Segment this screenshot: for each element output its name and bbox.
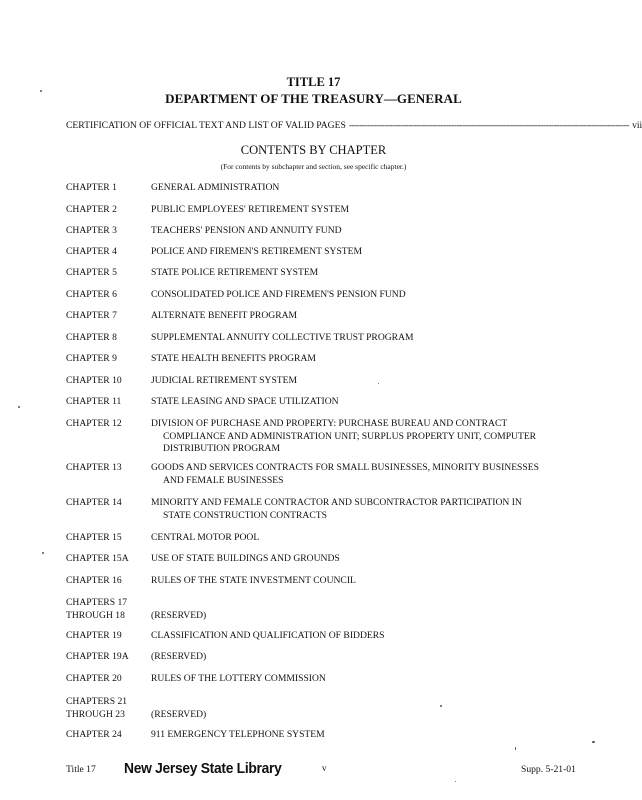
- chapter-number-line: CHAPTER 11: [66, 396, 122, 407]
- chapter-number: [66, 673, 150, 686]
- library-stamp: New Jersey State Library: [124, 760, 282, 777]
- chapter-title-line: JUDICIAL RETIREMENT SYSTEM: [151, 375, 298, 386]
- scan-speck: [378, 383, 379, 384]
- chapter-number-line: CHAPTER 19A: [66, 651, 129, 662]
- chapter-title-line: AND FEMALE BUSINESSES: [163, 474, 284, 486]
- chapter-title: [151, 289, 581, 302]
- chapter-number: [66, 462, 150, 475]
- chapter-number: [66, 332, 150, 345]
- leader-dots: --------------------------------------------------------------------------------------------------------: [348, 120, 630, 131]
- chapter-number: [66, 204, 150, 217]
- chapter-title: [151, 673, 581, 686]
- chapter-number-line: CHAPTER 13: [66, 462, 122, 473]
- chapter-number-line: CHAPTER 20: [66, 673, 122, 684]
- chapter-title-line: (RESERVED): [151, 651, 207, 662]
- chapter-title: [151, 462, 581, 487]
- chapter-title-line: (RESERVED): [151, 708, 207, 720]
- chapter-number: [66, 497, 150, 510]
- chapter-number-line: CHAPTERS 17: [66, 597, 128, 608]
- chapter-number: [66, 729, 150, 742]
- scan-speck: [42, 552, 44, 554]
- chapter-title: [151, 532, 581, 545]
- chapter-title: [151, 396, 581, 409]
- chapter-number: [66, 597, 150, 622]
- scan-speck: [18, 406, 20, 408]
- chapter-title-line: PUBLIC EMPLOYEES' RETIREMENT SYSTEM: [151, 204, 349, 215]
- chapter-title-line: POLICE AND FIREMEN'S RETIREMENT SYSTEM: [151, 246, 363, 257]
- footer-supplement: Supp. 5-21-01: [521, 764, 576, 775]
- chapter-number-line: CHAPTER 9: [66, 353, 117, 364]
- chapter-title-line: STATE HEALTH BENEFITS PROGRAM: [151, 353, 316, 364]
- scan-speck: [592, 741, 595, 743]
- chapter-number-line: CHAPTER 16: [66, 575, 122, 586]
- certification-label: CERTIFICATION OF OFFICIAL TEXT AND LIST OF VALID PAGES: [66, 120, 346, 131]
- footer-page-number: v: [322, 763, 327, 773]
- title-name: DEPARTMENT OF THE TREASURY—GENERAL: [165, 91, 462, 106]
- chapter-number-line: CHAPTER 6: [66, 289, 117, 300]
- chapter-title-line: DISTRIBUTION PROGRAM: [163, 443, 280, 454]
- chapter-title: [151, 575, 581, 588]
- chapter-title-line: STATE CONSTRUCTION CONTRACTS: [163, 509, 327, 521]
- chapter-number-line: CHAPTER 2: [66, 204, 117, 215]
- title-number: TITLE 17: [286, 75, 341, 89]
- footer-title: Title 17: [66, 764, 96, 775]
- chapter-number: [66, 696, 150, 721]
- chapter-title-line: CENTRAL MOTOR POOL: [151, 532, 260, 543]
- chapter-title: [151, 182, 581, 195]
- chapter-title: [151, 418, 581, 456]
- chapter-title: [151, 310, 581, 323]
- chapter-number: [66, 553, 150, 566]
- chapter-number-line: THROUGH 18: [66, 609, 125, 621]
- chapter-title: [151, 553, 581, 566]
- chapter-number-line: CHAPTER 5: [66, 267, 117, 278]
- chapter-title-line: 911 EMERGENCY TELEPHONE SYSTEM: [151, 729, 325, 740]
- chapter-title: [151, 709, 581, 722]
- chapter-title: [151, 497, 581, 522]
- chapter-title-line: ALTERNATE BENEFIT PROGRAM: [151, 310, 298, 321]
- chapter-title-line: CONSOLIDATED POLICE AND FIREMEN'S PENSION FUND: [151, 289, 406, 300]
- chapter-title: [151, 610, 581, 623]
- chapter-title-line: MINORITY AND FEMALE CONTRACTOR AND SUBCONTRACTOR PARTICIPATION IN: [151, 497, 522, 508]
- scan-speck: [515, 747, 516, 750]
- chapter-number-line: CHAPTER 4: [66, 246, 117, 257]
- chapter-title: [151, 353, 581, 366]
- chapter-number: [66, 396, 150, 409]
- scan-speck: [455, 781, 456, 782]
- chapter-number: [66, 630, 150, 643]
- chapter-number: [66, 225, 150, 238]
- chapter-title: [151, 651, 581, 664]
- chapter-number: [66, 246, 150, 259]
- chapter-title-line: USE OF STATE BUILDINGS AND GROUNDS: [151, 553, 340, 564]
- chapter-title-line: STATE LEASING AND SPACE UTILIZATION: [151, 396, 339, 407]
- chapter-number-line: CHAPTER 8: [66, 332, 117, 343]
- chapter-title: [151, 204, 581, 217]
- chapter-number-line: CHAPTERS 21: [66, 696, 128, 707]
- chapter-title-line: RULES OF THE STATE INVESTMENT COUNCIL: [151, 575, 356, 586]
- chapter-title: [151, 630, 581, 643]
- chapter-title: [151, 375, 581, 388]
- chapter-number-line: CHAPTER 7: [66, 310, 117, 321]
- chapter-number-line: CHAPTER 15: [66, 532, 122, 543]
- chapter-number: [66, 532, 150, 545]
- contents-title: CONTENTS BY CHAPTER: [240, 143, 387, 157]
- chapter-number: [66, 353, 150, 366]
- chapter-title-line: DIVISION OF PURCHASE AND PROPERTY: PURCHASE BUREAU AND CONTRACT: [151, 418, 508, 429]
- chapter-title-line: (RESERVED): [151, 609, 207, 621]
- chapter-title-line: GOODS AND SERVICES CONTRACTS FOR SMALL BUSINESSES, MINORITY BUSINESSES: [151, 462, 539, 473]
- chapter-number-line: CHAPTER 12: [66, 418, 122, 429]
- chapter-number-line: CHAPTER 24: [66, 729, 122, 740]
- chapter-title-line: RULES OF THE LOTTERY COMMISSION: [151, 673, 326, 684]
- chapter-number: [66, 651, 150, 664]
- chapter-number: [66, 267, 150, 280]
- chapter-number: [66, 182, 150, 195]
- chapter-number-line: CHAPTER 19: [66, 630, 122, 641]
- chapter-title: [151, 225, 581, 238]
- chapter-number: [66, 575, 150, 588]
- chapter-number-line: THROUGH 23: [66, 708, 125, 720]
- chapter-title-line: COMPLIANCE AND ADMINISTRATION UNIT; SURPLUS PROPERTY UNIT, COMPUTER: [163, 430, 537, 442]
- chapter-title-line: TEACHERS' PENSION AND ANNUITY FUND: [151, 225, 342, 236]
- chapter-title: [151, 246, 581, 259]
- scan-speck: [40, 90, 42, 92]
- chapter-number: [66, 310, 150, 323]
- chapter-title: [151, 729, 581, 742]
- certification-line: [66, 120, 642, 131]
- chapter-number: [66, 289, 150, 302]
- page-footer: [0, 760, 627, 784]
- chapter-title-line: STATE POLICE RETIREMENT SYSTEM: [151, 267, 319, 278]
- chapter-number-line: CHAPTER 14: [66, 497, 122, 508]
- chapter-number: [66, 375, 150, 388]
- chapter-number-line: CHAPTER 1: [66, 182, 117, 193]
- chapter-title: [151, 332, 581, 345]
- chapter-number-line: CHAPTER 3: [66, 225, 117, 236]
- scan-speck: [440, 705, 442, 707]
- chapter-number-line: CHAPTER 15A: [66, 553, 129, 564]
- chapter-title-line: CLASSIFICATION AND QUALIFICATION OF BIDDERS: [151, 630, 385, 641]
- chapter-title-line: SUPPLEMENTAL ANNUITY COLLECTIVE TRUST PROGRAM: [151, 332, 414, 343]
- chapter-title: [151, 267, 581, 280]
- chapter-title-line: GENERAL ADMINISTRATION: [151, 182, 280, 193]
- certification-page: vii: [632, 120, 642, 131]
- chapter-number: [66, 418, 150, 431]
- chapter-number-line: CHAPTER 10: [66, 375, 122, 386]
- contents-note: (For contents by subchapter and section, see specific chapter.): [220, 162, 407, 171]
